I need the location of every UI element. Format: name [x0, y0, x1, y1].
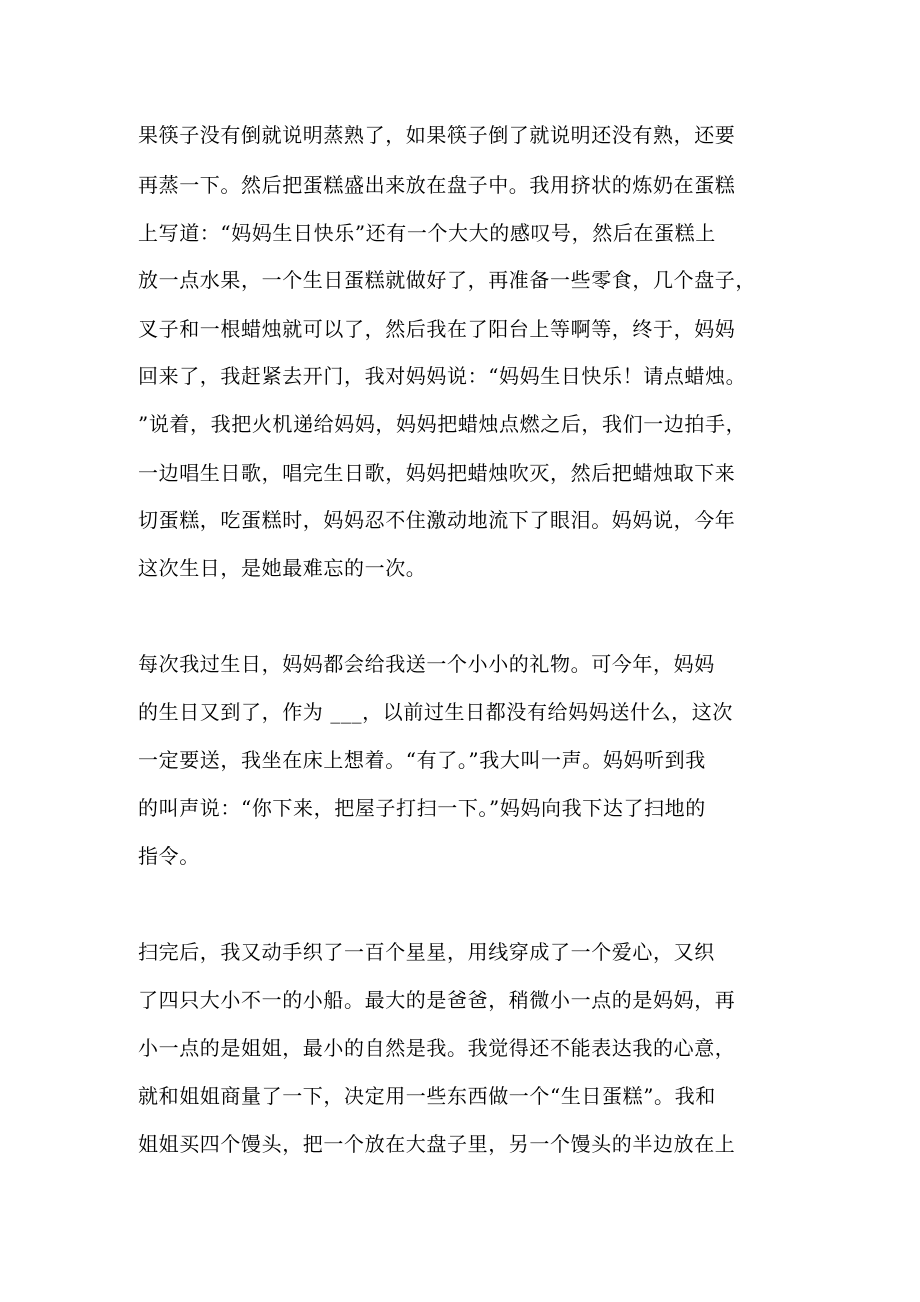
paragraph-2-line-2: 的生日又到了，作为 ___，以前过生日都没有给妈妈送什么，这次 [138, 700, 733, 724]
paragraph-2-line-5: 指令。 [138, 844, 200, 868]
paragraph-2-line-1: 每次我过生日，妈妈都会给我送一个小小的礼物。可今年，妈妈 [138, 652, 715, 676]
paragraph-1-line-8: 一边唱生日歌，唱完生日歌，妈妈把蜡烛吹灭，然后把蜡烛取下来 [138, 461, 736, 485]
paragraph-1-line-5: 叉子和一根蜡烛就可以了，然后我在了阳台上等啊等，终于，妈妈 [138, 317, 736, 341]
paragraph-1-line-9: 切蛋糕，吃蛋糕时，妈妈忍不住激动地流下了眼泪。妈妈说，今年 [138, 508, 736, 532]
paragraph-3-line-2: 了四只大小不一的小船。最大的是爸爸，稍微小一点的是妈妈，再 [138, 988, 736, 1012]
paragraph-2-line-3: 一定要送，我坐在床上想着。“有了。”我大叫一声。妈妈听到我 [138, 748, 706, 772]
paragraph-1-line-4: 放一点水果，一个生日蛋糕就做好了，再准备一些零食，几个盘子， [138, 268, 756, 292]
paragraph-1-line-1: 果筷子没有倒就说明蒸熟了，如果筷子倒了就说明还没有熟，还要 [138, 123, 736, 147]
paragraph-3-line-3: 小一点的是姐姐，最小的自然是我。我觉得还不能表达我的心意， [138, 1036, 736, 1060]
paragraph-1-line-2: 再蒸一下。然后把蛋糕盛出来放在盘子中。我用挤状的炼奶在蛋糕 [138, 173, 736, 197]
paragraph-1-line-10: 这次生日，是她最难忘的一次。 [138, 556, 427, 580]
paragraph-1-line-7: ”说着，我把火机递给妈妈，妈妈把蜡烛点燃之后，我们一边拍手， [138, 412, 747, 436]
paragraph-2-line-4: 的叫声说：“你下来，把屋子打扫一下。”妈妈向我下达了扫地的 [138, 796, 706, 820]
paragraph-3-line-1: 扫完后，我又动手织了一百个星星，用线穿成了一个爱心，又织 [138, 940, 715, 964]
paragraph-1-line-6: 回来了，我赶紧去开门，我对妈妈说：“妈妈生日快乐！请点蜡烛。 [138, 364, 747, 388]
paragraph-1-line-3: 上写道：“妈妈生日快乐”还有一个大大的感叹号，然后在蛋糕上 [138, 221, 716, 245]
paragraph-3-line-5: 姐姐买四个馒头，把一个放在大盘子里，另一个馒头的半边放在上 [138, 1132, 736, 1156]
paragraph-3-line-4: 就和姐姐商量了一下，决定用一些东西做一个“生日蛋糕”。我和 [138, 1084, 716, 1108]
